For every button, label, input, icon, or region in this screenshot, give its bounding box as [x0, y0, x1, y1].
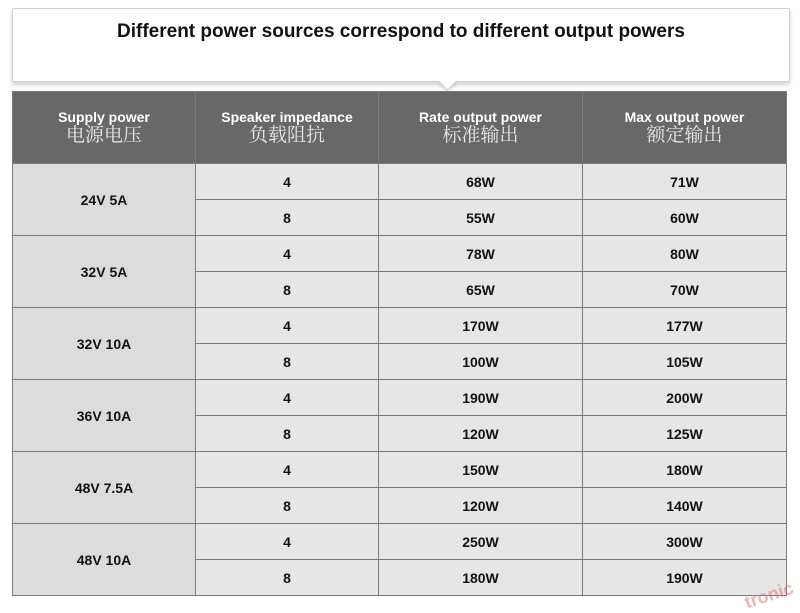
rate-output-cell: 180W: [379, 560, 583, 596]
header-en-label: Speaker impedance: [221, 108, 353, 125]
header-rate-output-power: [379, 92, 583, 164]
impedance-cell: 4: [196, 380, 379, 416]
rate-output-cell: 120W: [379, 416, 583, 452]
table-row: [13, 308, 787, 344]
supply-power-cell: 32V 10A: [13, 308, 196, 380]
rate-output-cell: 78W: [379, 236, 583, 272]
supply-power-cell: 36V 10A: [13, 380, 196, 452]
impedance-cell: 8: [196, 272, 379, 308]
max-output-cell: 60W: [583, 200, 787, 236]
supply-power-cell: 24V 5A: [13, 164, 196, 236]
rate-output-cell: 150W: [379, 452, 583, 488]
watermark-logo: tronic: [741, 577, 796, 613]
header-en-label: Rate output power: [419, 108, 542, 125]
impedance-cell: 4: [196, 452, 379, 488]
header-max-output-power: [583, 92, 787, 164]
rate-output-cell: 120W: [379, 488, 583, 524]
header-speaker-impedance: [196, 92, 379, 164]
rate-output-cell: 250W: [379, 524, 583, 560]
max-output-cell: 180W: [583, 452, 787, 488]
impedance-cell: 8: [196, 344, 379, 380]
impedance-cell: 4: [196, 308, 379, 344]
header-zh-label: 标准输出: [442, 123, 519, 146]
max-output-cell: 177W: [583, 308, 787, 344]
impedance-cell: 4: [196, 164, 379, 200]
rate-output-cell: 68W: [379, 164, 583, 200]
rate-output-cell: 170W: [379, 308, 583, 344]
max-output-cell: 70W: [583, 272, 787, 308]
table-row: [13, 164, 787, 200]
max-output-cell: 80W: [583, 236, 787, 272]
header-zh-label: 负载阻抗: [248, 123, 325, 146]
page-title: Different power sources correspond to different output powers: [117, 21, 685, 42]
rate-output-cell: 190W: [379, 380, 583, 416]
max-output-cell: 105W: [583, 344, 787, 380]
table-row: [13, 452, 787, 488]
supply-power-cell: 48V 10A: [13, 524, 196, 596]
header-zh-label: 电源电压: [65, 123, 142, 146]
max-output-cell: 71W: [583, 164, 787, 200]
table-row: [13, 236, 787, 272]
rate-output-cell: 55W: [379, 200, 583, 236]
max-output-cell: 125W: [583, 416, 787, 452]
supply-power-cell: 48V 7.5A: [13, 452, 196, 524]
header-row: [13, 92, 787, 164]
table-row: [13, 380, 787, 416]
impedance-cell: 8: [196, 488, 379, 524]
title-callout-pointer: [438, 72, 456, 90]
supply-power-cell: 32V 5A: [13, 236, 196, 308]
impedance-cell: 4: [196, 236, 379, 272]
header-en-label: Supply power: [58, 108, 150, 125]
header-supply-power: [13, 92, 196, 164]
impedance-cell: 8: [196, 560, 379, 596]
impedance-cell: 4: [196, 524, 379, 560]
table-row: [13, 524, 787, 560]
power-spec-table: [12, 91, 787, 596]
max-output-cell: 300W: [583, 524, 787, 560]
title-panel: [12, 8, 790, 82]
max-output-cell: 140W: [583, 488, 787, 524]
header-en-label: Max output power: [624, 108, 745, 125]
impedance-cell: 8: [196, 200, 379, 236]
impedance-cell: 8: [196, 416, 379, 452]
max-output-cell: 190W: [583, 560, 787, 596]
rate-output-cell: 65W: [379, 272, 583, 308]
header-zh-label: 额定输出: [646, 123, 723, 146]
rate-output-cell: 100W: [379, 344, 583, 380]
max-output-cell: 200W: [583, 380, 787, 416]
